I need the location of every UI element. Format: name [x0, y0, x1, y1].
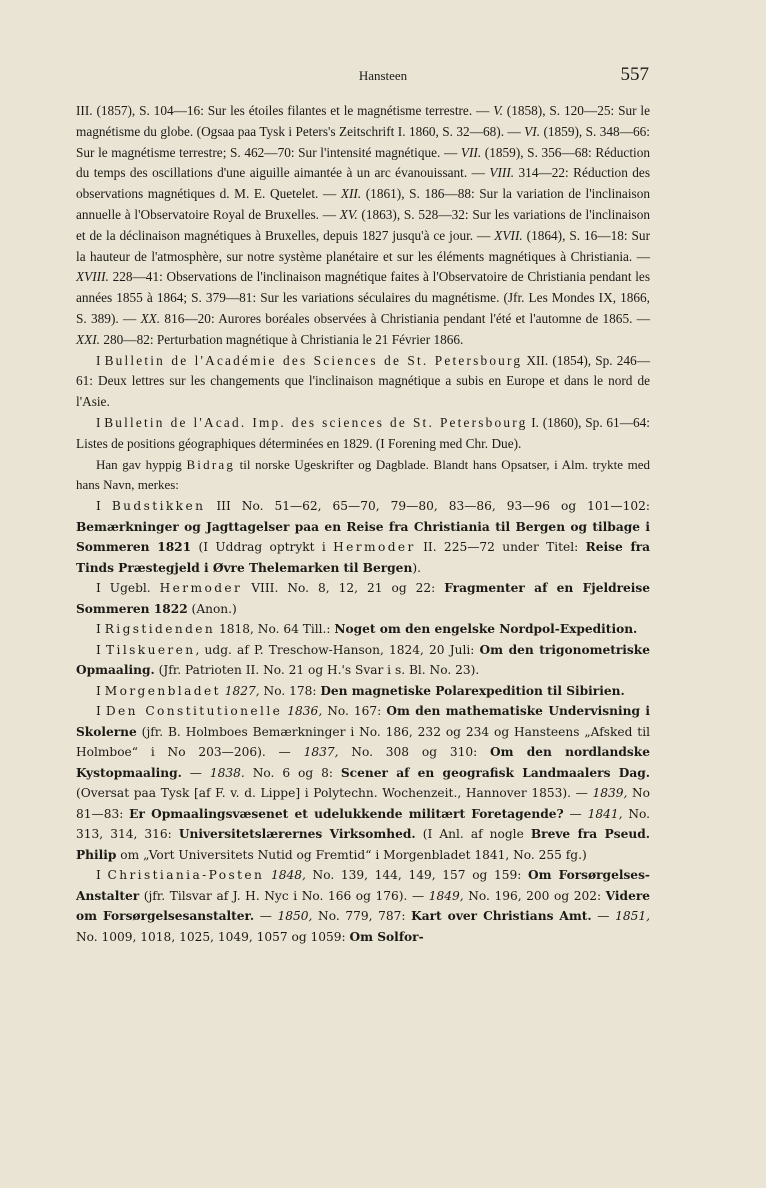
text-run: Videre om Forsørgelsesanstalter.	[76, 888, 650, 924]
text-run: XII. (1854), Sp. 246—61: Deux lettres sur les changements que l'inclinaison magnétique a subis en Europe et dans le nord de l'Asie.	[76, 352, 650, 410]
text-run: (jfr. Tilsvar af J. H. Nyc i No. 166 og 176). —	[139, 888, 429, 903]
text-run: (1861), S. 186—88: Sur la variation de l'inclinaison annuelle à l'Observatoire Royal de Bruxelles. —	[76, 186, 650, 222]
text-run: No. 779, 787:	[312, 909, 412, 924]
text-run: No. 167:	[322, 704, 387, 719]
text-run: XXI.	[76, 331, 100, 347]
entry-den-constitutionelle	[76, 701, 650, 865]
entry-tilskueren	[76, 640, 650, 681]
text-run: Bulletin de l'Académie des Sciences de St. Petersbourg	[104, 352, 523, 368]
text-run: 1850,	[277, 909, 313, 924]
bibliography-paragraph-memoirs	[76, 101, 650, 351]
page-number: 557	[620, 64, 649, 85]
text-run: VII.	[460, 144, 482, 160]
text-run: I. (1860), Sp. 61—64: Listes de positions géographiques déterminées en 1829. (I Forening med Chr. Due).	[76, 414, 650, 451]
text-run: Morgenbladet	[104, 683, 221, 698]
running-head	[0, 66, 766, 90]
text-run: (I Anl. af nogle	[415, 827, 531, 842]
text-run: 1849,	[428, 888, 464, 903]
text-run: Universitetslærernes Virksomhed.	[178, 827, 416, 842]
text-run: I	[96, 499, 112, 514]
text-run: I	[96, 642, 106, 657]
text-run: III. (1857), S. 104—16: Sur les étoiles filantes et le magnétisme terrestre. —	[76, 103, 494, 118]
text-run: XX.	[140, 310, 161, 326]
text-run: I	[96, 704, 106, 719]
text-run: 1838.	[209, 765, 245, 780]
text-run: (1858), S. 120—25: Sur le magnétisme du globe. (Ogsaa paa Tysk i Peters's Zeitschrift I. 1860, S. 32—68). —	[76, 103, 650, 139]
text-run: 1839,	[592, 786, 628, 801]
text-run: (1864), S. 16—18: Sur la hauteur de l'atmosphère, sur notre système planétaire et sur les éléments magnétiques à Christiania. —	[76, 227, 650, 264]
text-run: (1859), S. 348—66: Sur le magnétisme terrestre; S. 462—70: Sur l'intensité magnétique. —	[76, 123, 650, 160]
text-run: Om den trigonometriske Opmaaling.	[76, 642, 650, 678]
text-run: Kart over Christians Amt.	[411, 909, 592, 924]
text-run: (jfr. B. Holmboes Bemærkninger i No. 186, 232 og 234 og Hansteens „Afsked til Holmboe“ i No 203—206). —	[76, 724, 650, 760]
text-run: Om den nordlandske Kystopmaaling.	[76, 745, 650, 780]
entry-hermoder	[76, 578, 650, 619]
text-run: Han gav hyppig	[96, 456, 187, 472]
text-run: III No. 51—62, 65—70, 79—80, 83—86, 93—96 og 101—102:	[205, 499, 650, 514]
text-run: Bemærkninger og Jagttagelser paa en Reise fra Christiania til Bergen og tilbage i Sommeren 1821	[76, 519, 650, 555]
text-run: Christiania-Posten	[107, 868, 265, 883]
text-run: V.	[493, 103, 503, 118]
text-run: (Oversat paa Tysk [af F. v. d. Lippe] i Polytechn. Wochenzeit., Hannover 1853). —	[76, 786, 593, 801]
entry-budstikken	[76, 496, 650, 578]
text-run	[264, 868, 271, 882]
text-run: til norske Ugeskrifter og Dagblade. Blandt hans Opsatser, i Alm. trykte med hans Navn, merkes:	[76, 456, 650, 493]
text-run: I	[96, 622, 105, 637]
text-run: XII.	[340, 186, 362, 202]
text-run: Om Forsørgelses-Anstalter	[76, 868, 650, 903]
text-run: Rigstidenden	[104, 622, 216, 637]
text-run: —	[181, 765, 210, 780]
text-run: 1837,	[303, 745, 339, 760]
bibliography-paragraph-bulletin-academie	[76, 351, 650, 413]
text-run: VI.	[524, 123, 541, 139]
text-run: II. 225—72 under Titel:	[415, 540, 586, 555]
text-run: (Anon.)	[187, 601, 237, 616]
text-run: Bulletin de l'Acad. Imp. des sciences de St. Petersbourg	[104, 414, 528, 430]
entry-morgenbladet	[76, 681, 650, 702]
text-run: No. 308 og 310:	[338, 745, 491, 760]
running-title: Hansteen	[358, 68, 408, 83]
text-run: No. 1009, 1018, 1025, 1049, 1057 og 1059:	[76, 929, 350, 944]
text-run: Om Solfor-	[349, 929, 424, 944]
text-run: om „Vort Universitets Nutid og Fremtid“ i Morgenbladet 1841, No. 255 fg.)	[116, 847, 587, 862]
text-run: No 81—83:	[76, 786, 650, 821]
text-run: XVIII.	[76, 269, 109, 285]
text-run: No. 313, 314, 316:	[76, 806, 651, 842]
intro-paragraph-newspaper-contributions	[76, 455, 650, 497]
text-run: Scener af en geografisk Landmaalers Dag.	[340, 765, 650, 780]
text-run: ).	[412, 560, 421, 575]
text-run: I	[96, 414, 105, 430]
text-run: Reise fra Tinds Præstegjeld i Øvre Thelemarken til Bergen	[76, 540, 651, 575]
text-run: 816—20: Aurores boréales observées à Christiania pendant l'été et l'automne de 1865. —	[160, 310, 650, 326]
text-run: 280—82: Perturbation magnétique à Christiania le 21 Février 1866.	[100, 331, 464, 347]
text-run: Budstikken	[111, 499, 206, 514]
text-run: 314—22: Réduction des observations magnétiques d. M. E. Quetelet. —	[76, 165, 650, 202]
text-run: 1851,	[615, 909, 651, 924]
text-run: Den Constitutionelle	[105, 704, 283, 719]
text-run: No. 6 og 8:	[244, 765, 341, 780]
text-run: 1841,	[587, 806, 623, 821]
text-run: (1859), S. 356—68: Réduction du temps des oscillations d'une aiguille aimantée à un arc évanouissant. —	[76, 144, 650, 181]
text-run: (1863), S. 528—32: Sur les variations de l'inclinaison et de la déclinaison magnétiques à Bruxelles, depuis 1827 jusqu'à ce jour. —	[76, 206, 650, 243]
text-run: I Ugebl.	[96, 581, 160, 596]
text-run: 1848,	[270, 868, 306, 883]
text-run: Hermoder	[159, 581, 243, 596]
text-run: Noget om den engelske Nordpol-Expedition.	[334, 622, 638, 637]
entry-christiania-posten	[76, 865, 650, 947]
page-body	[76, 101, 650, 947]
text-run: I	[96, 352, 105, 368]
text-run: —	[563, 806, 588, 821]
text-run: , udg. af P. Treschow-Hanson, 1824, 20 Juli:	[195, 642, 480, 657]
text-run: No. 178:	[259, 683, 321, 698]
entry-rigstidenden	[76, 619, 650, 640]
text-run: Er Opmaalingsvæsenet et udelukkende militært Foretagende?	[129, 806, 564, 821]
text-run: No. 139, 144, 149, 157 og 159:	[305, 868, 529, 883]
bibliography-paragraph-bulletin-acad-imp	[76, 413, 650, 455]
text-run: Bidrag	[186, 456, 236, 472]
text-run: 1836,	[287, 704, 323, 719]
text-run: Om den mathematiske Undervisning i Skolerne	[76, 704, 650, 739]
text-run: I	[96, 683, 105, 698]
text-run: No. 196, 200 og 202:	[463, 888, 606, 903]
text-run: (I Uddrag optrykt i	[191, 540, 334, 555]
text-run: I	[96, 868, 108, 883]
text-run: Den magnetiske Polarexpedition til Sibirien.	[320, 683, 625, 698]
text-run: 228—41: Observations de l'inclinaison magnétique faites à l'Observatoire de Christiania pendant les années 1855 à 1864; S. 379—81: Sur les variations séculaires du magnétisme. (Jfr. Les Mondes IX, 1866, S. 389). —	[76, 269, 650, 326]
text-run: Breve fra Pseud. Philip	[76, 827, 651, 862]
text-run: —	[254, 909, 278, 924]
text-run: Hermoder	[333, 540, 416, 555]
text-run: —	[591, 909, 616, 924]
text-run: Tilskueren	[106, 642, 196, 657]
text-run: 1818, No. 64 Till.:	[215, 622, 335, 637]
text-run: 1827,	[224, 683, 260, 698]
text-run: Fragmenter af en Fjeldreise Sommeren 1822	[76, 581, 651, 616]
text-run: VIII. No. 8, 12, 21 og 22:	[242, 581, 445, 596]
text-run: (Jfr. Patrioten II. No. 21 og H.'s Svar i s. Bl. No. 23).	[154, 663, 480, 678]
text-run: XV.	[339, 206, 358, 222]
text-run: XVII.	[494, 227, 523, 243]
text-run: VIII.	[489, 165, 515, 181]
